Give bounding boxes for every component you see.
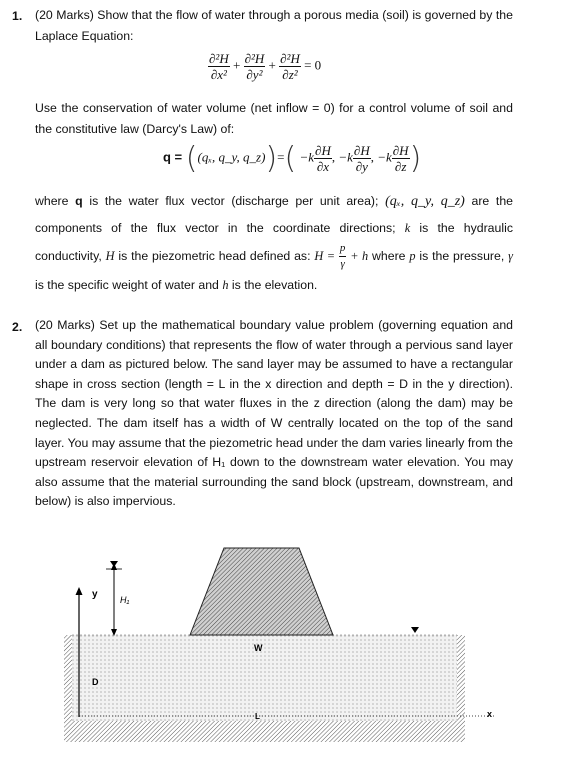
question-2-number: 2. (12, 320, 23, 334)
darcy-law-equation: q = ((qₓ, q_y, q_z))=( −k $\frac{\partial H}{\partial x}$ , −k $\frac{\partial H}{\partial y}$ , −k $\frac{\partial H}{\partial z}$ ) (163, 141, 422, 176)
l-label: L (255, 712, 260, 721)
d-label: D (92, 677, 99, 687)
question-1-number: 1. (12, 9, 23, 23)
sand-layer (72, 635, 457, 721)
laplace-equation: $\frac{\text{∂²H}}{\text{∂x²}}$ + $\frac{\text{∂²H}}{\text{∂y²}}$ + $\frac{\text{∂²H}}{\text{∂z²}}$ = 0 (209, 51, 322, 82)
definitions-paragraph: where q is the water flux vector (discharge per unit area); (qₓ, q_y, q_z) are the components of the flux vector in the coordinate directions; k is the hydraulic conductivity, H is the piezometric head defined as: H = $\frac{p}{\gamma}$ + h where p is the pressure, γ is the specific weight of water and h is the elevation. (35, 194, 514, 292)
y-axis-label: y (92, 589, 98, 600)
question-2-text: (20 Marks) Set up the mathematical boundary value problem (governing equation and all boundary conditions) that represents the flow of water through a pervious sand layer under a dam as pictured below. The sand layer may be assumed to have a rectangular shape in cross section (length = L in the x direction and depth = D in the y direction). The dam is very long so that water fluxes in the z direction (along the dam) may be neglected. The dam itself has a width of W centrally located on the top of the sand layer. You may assume that the piezometric head under the dam varies linearly from the upstream reservoir elevation of H₁ down to the downstream water elevation. You may also assume that the material surrounding the sand block (upstream, downstream, and below) is also impervious. (35, 318, 513, 509)
dam (190, 548, 333, 635)
conservation-text: Use the conservation of water volume (net inflow = 0) for a control volume of soil and the constitutive law (Darcy's Law) of: (35, 101, 513, 136)
downstream-water-level-icon (411, 627, 419, 633)
h1-label: H₁ (120, 595, 130, 605)
bottom-impervious-layer (64, 721, 465, 742)
x-axis-label: x (487, 709, 493, 719)
dam-seepage-figure (0, 511, 563, 771)
y-axis-arrow-icon (76, 587, 83, 595)
question-1-intro: (20 Marks) Show that the flow of water through a porous media (soil) is governed by the Laplace Equation: (35, 8, 513, 43)
upstream-water-level-icon (110, 561, 118, 567)
w-label: W (254, 643, 263, 653)
